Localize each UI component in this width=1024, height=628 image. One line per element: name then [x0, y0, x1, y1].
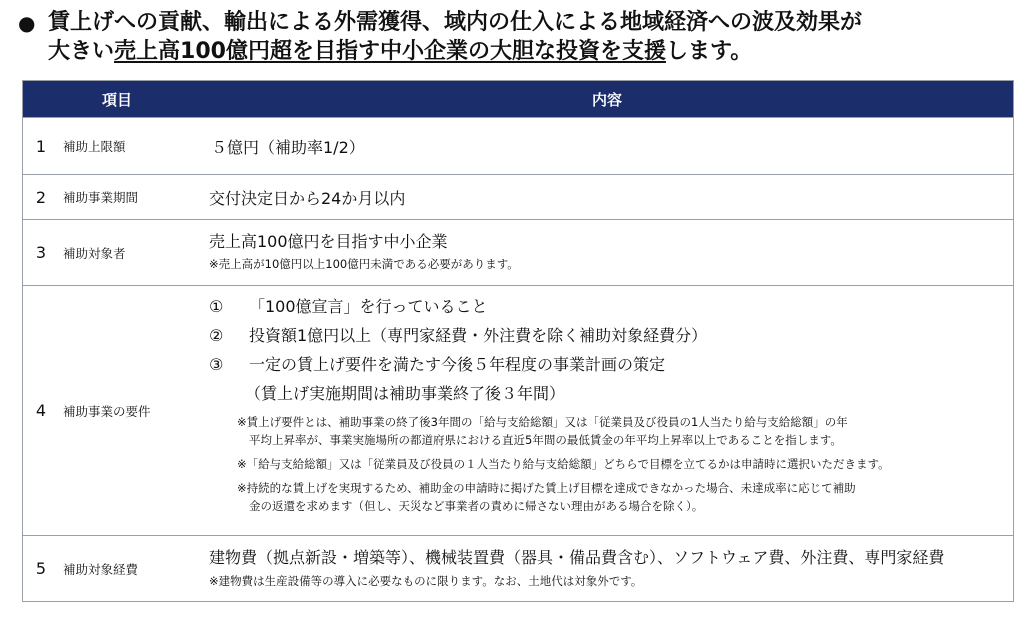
- requirement-note: ※「給与支給総額」又は「従業員及び役員の１人当たり給与支給総額」どちらで目標を立てるかは申請時に選択いただきます。: [237, 457, 890, 471]
- table-row: [23, 174, 1013, 219]
- requirement-item: [209, 294, 1013, 323]
- row-content: [201, 118, 1013, 174]
- requirement-note-cont-text: 金の返還を求めます（但し、天災など事業者の責めに帰さない理由がある場合を除く）。: [249, 499, 704, 513]
- row-content: [201, 536, 1013, 601]
- header-item: 項目: [101, 90, 132, 109]
- table-header: [23, 81, 1013, 117]
- row-label: 補助事業の要件: [63, 403, 151, 419]
- row-label: 補助対象経費: [63, 561, 139, 577]
- subsidy-table: [22, 80, 1014, 602]
- requirement-item: [209, 352, 1013, 381]
- row-label: 補助上限額: [63, 139, 126, 154]
- bullet-icon: ●: [18, 11, 36, 35]
- requirement-mark: ①: [209, 297, 224, 316]
- row-content: [201, 286, 1013, 535]
- table-row: [23, 117, 1013, 174]
- requirement-item: [209, 323, 1013, 352]
- row-number: 3: [35, 243, 47, 262]
- lead-line-2-suffix: します。: [665, 39, 753, 64]
- requirement-note-cont-text: 平均上昇率が、事業実施場所の都道府県における直近5年間の最低賃金の年平均上昇率以上であることを指します。: [249, 433, 842, 447]
- row-number: 1: [35, 136, 47, 156]
- row-number: 5: [35, 559, 47, 578]
- table-row: [23, 219, 1013, 285]
- requirement-subtext: （賃上げ実施期間は補助事業終了後３年間）: [245, 384, 566, 403]
- row-number: 4: [35, 401, 47, 420]
- row-label: 補助事業期間: [63, 190, 139, 205]
- requirement-note: ※持続的な賃上げを実現するため、補助金の申請時に掲げた賃上げ目標を達成できなかった場合、未達成率に応じて補助: [237, 481, 856, 495]
- table-row: [23, 535, 1013, 601]
- table-row: [23, 285, 1013, 535]
- lead-text: [18, 8, 1018, 66]
- requirement-text: 投資額1億円以上（専門家経費・外注費を除く補助対象経費分）: [249, 326, 708, 345]
- row-content: [201, 220, 1013, 285]
- requirement-note: ※賃上げ要件とは、補助事業の終了後3年間の「給与支給総額」又は「従業員及び役員の1人当たり給与支給総額」の年: [237, 415, 848, 429]
- requirement-mark: ②: [209, 326, 224, 345]
- lead-line-1: 賃上げへの貢献、輸出による外需獲得、域内の仕入による地域経済への波及効果が: [48, 10, 863, 35]
- header-content: 内容: [591, 90, 622, 109]
- row-content: [201, 175, 1013, 219]
- requirement-note-cont: [209, 431, 1013, 449]
- requirement-note-cont: [209, 497, 1013, 515]
- row-main-text: ５億円（補助率1/2）: [211, 137, 365, 157]
- lead-line-2: [18, 37, 1018, 66]
- row-number: 2: [35, 187, 47, 207]
- lead-emphasis: 売上高100億円超を目指す中小企業の大胆な投資を支援: [114, 39, 666, 64]
- row-main-text: 売上高100億円を目指す中小企業: [209, 232, 448, 251]
- requirement-mark: ③: [209, 355, 224, 374]
- row-note: ※売上高が10億円以上100億円未満である必要があります。: [209, 257, 519, 271]
- row-note: ※建物費は生産設備等の導入に必要なものに限ります。なお、土地代は対象外です。: [209, 574, 643, 588]
- lead-line-2-prefix: 大きい: [48, 39, 115, 64]
- requirement-text: 「100億宣言」を行っていること: [249, 297, 488, 316]
- row-main-text: 建物費（拠点新設・増築等）、機械装置費（器具・備品費含む）、ソフトウェア費、外注費、専門家経費: [209, 548, 945, 567]
- row-label: 補助対象者: [63, 245, 126, 261]
- requirement-text: 一定の賃上げ要件を満たす今後５年程度の事業計画の策定: [249, 355, 666, 374]
- row-main-text: 交付決定日から24か月以内: [209, 188, 406, 208]
